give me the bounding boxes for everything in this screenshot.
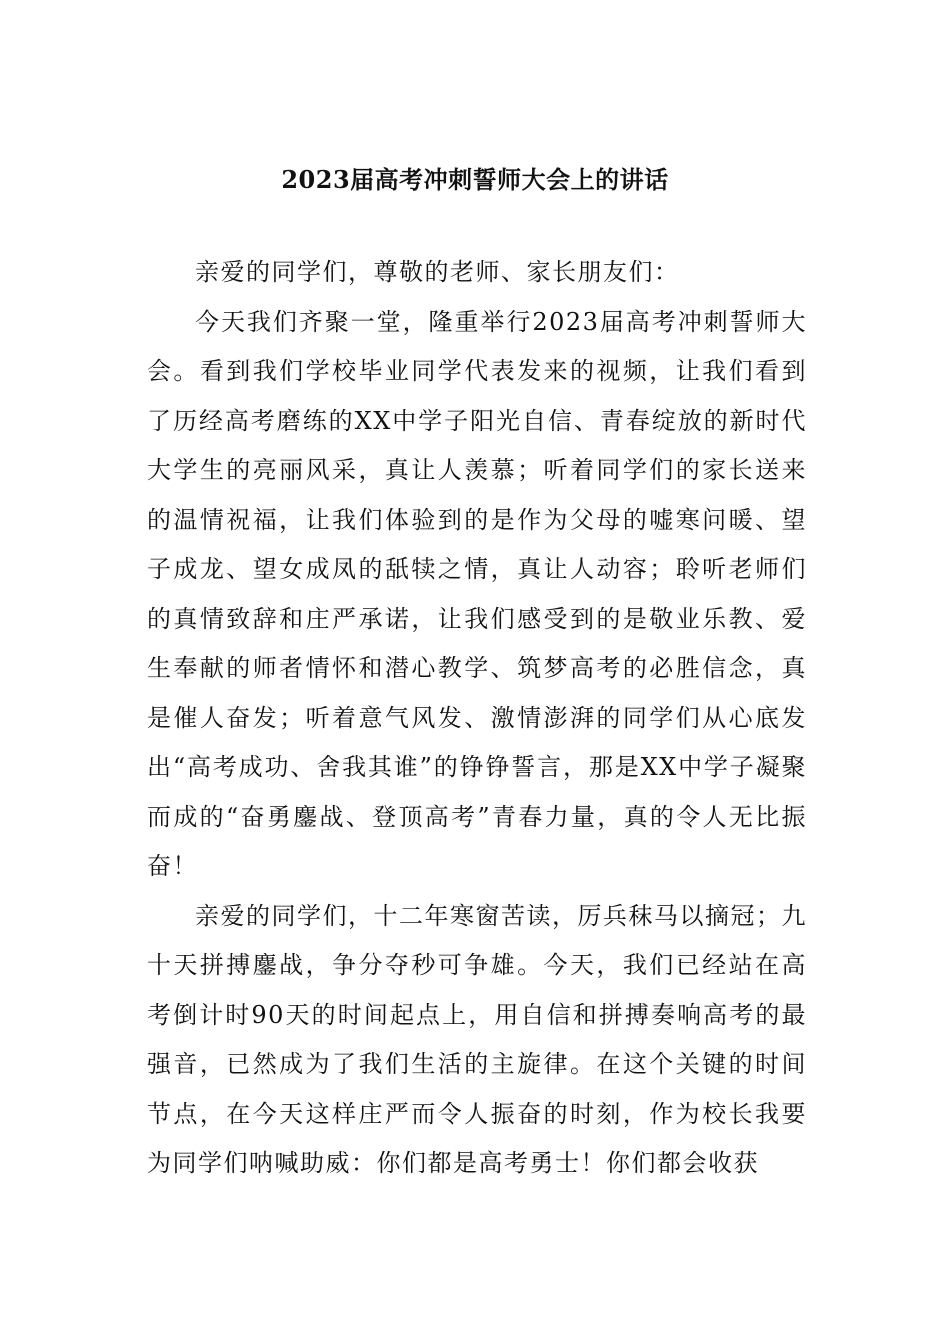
body-paragraph-2: 亲爱的同学们，十二年寒窗苦读，厉兵秣马以摘冠；九十天拼搏鏖战，争分夺秒可争雄。今天，我们已经站在高考倒计时90天的时间起点上，用自信和拼搏奏响高考的最强音，已然成为了我们生活的主旋律。在这个关键的时间节点，在今天这样庄严而令人振奋的时刻，作为校长我要为同学们呐喊助威：你们都是高考勇士！你们都会收获 (147, 901, 807, 1177)
body-paragraph-1: 今天我们齐聚一堂，隆重举行2023届高考冲刺誓师大会。看到我们学校毕业同学代表发来的视频，让我们看到了历经高考磨练的XX中学子阳光自信、青春绽放的新时代大学生的亮丽风采，真让人羡慕；听着同学们的家长送来的温情祝福，让我们体验到的是作为父母的嘘寒问暖、望子成龙、望女成凤的舐犊之情，真让人动容；聆听老师们的真情致辞和庄严承诺，让我们感受到的是敬业乐教、爱生奉献的师者情怀和潜心教学、筑梦高考的必胜信念，真是催人奋发；听着意气风发、激情澎湃的同学们从心底发出“高考成功、舍我其谁”的铮铮誓言，那是XX中学子凝聚而成的“奋勇鏖战、登顶高考”青春力量，真的令人无比振奋！ (147, 307, 807, 880)
document-title: 2023届高考冲刺誓师大会上的讲话 (281, 165, 669, 194)
salutation-paragraph: 亲爱的同学们，尊敬的老师、家长朋友们： (195, 258, 680, 286)
document-body (147, 248, 807, 1189)
